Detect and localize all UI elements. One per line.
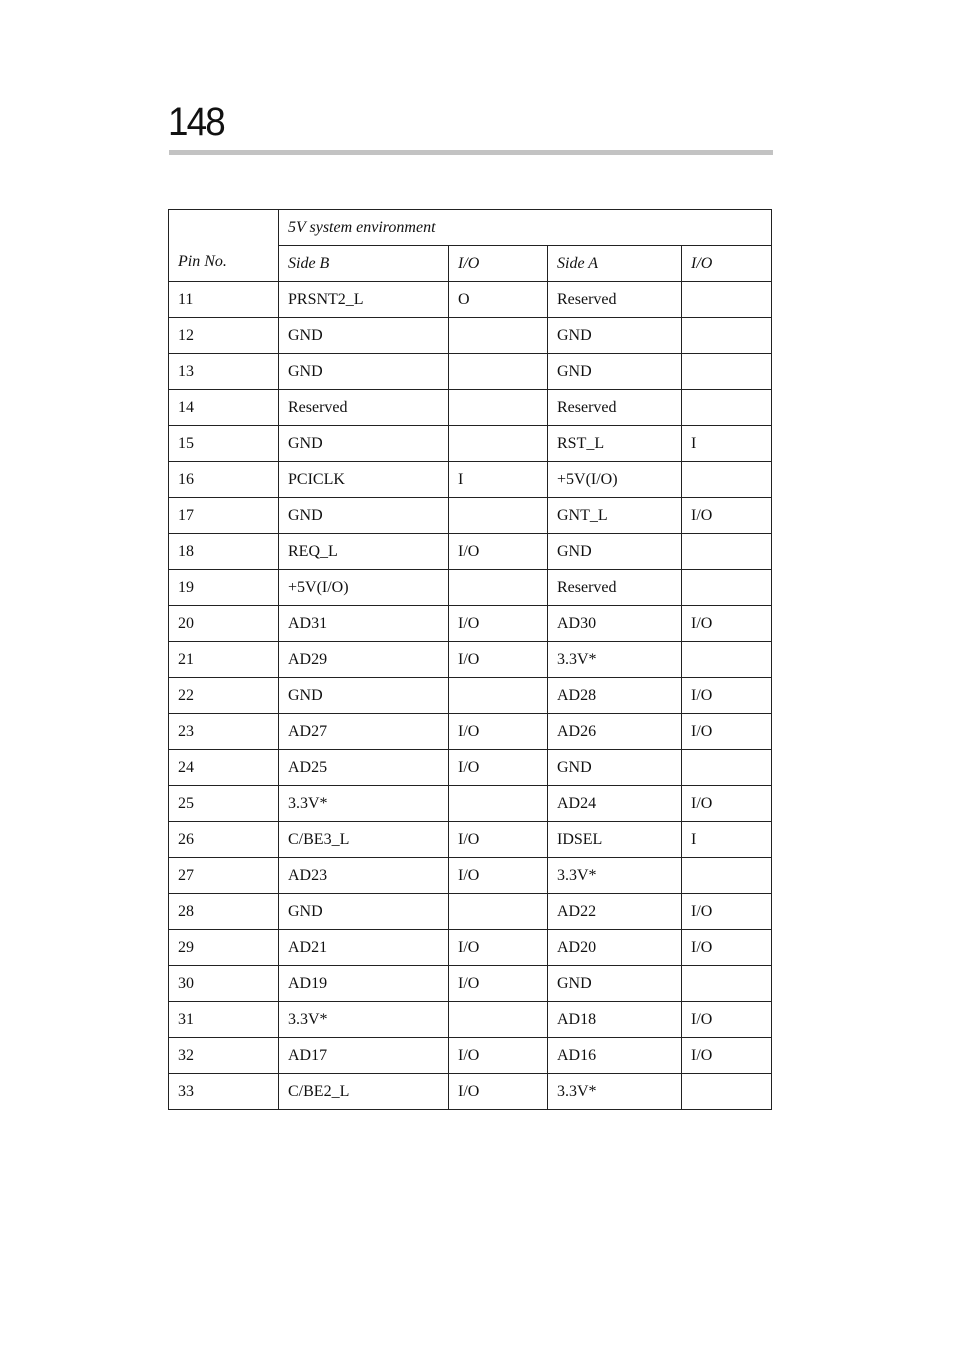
side-b-signal-cell: GND <box>279 894 449 930</box>
page-number: 148 <box>168 100 224 144</box>
pin-number-cell: 27 <box>169 858 279 894</box>
table-row <box>169 498 772 534</box>
side-b-signal-cell: PRSNT2_L <box>279 282 449 318</box>
side-a-io-cell: I/O <box>682 786 772 822</box>
side-a-io-header: I/O <box>682 246 772 282</box>
side-b-signal-cell: AD21 <box>279 930 449 966</box>
side-b-signal-cell: GND <box>279 318 449 354</box>
table-row <box>169 714 772 750</box>
pin-number-cell: 16 <box>169 462 279 498</box>
side-b-signal-cell: GND <box>279 498 449 534</box>
table-row <box>169 318 772 354</box>
side-b-io-cell <box>449 426 548 462</box>
side-b-signal-cell: AD31 <box>279 606 449 642</box>
side-a-signal-cell: GND <box>548 354 682 390</box>
side-a-io-cell: I/O <box>682 714 772 750</box>
pin-number-cell: 25 <box>169 786 279 822</box>
side-a-io-cell <box>682 534 772 570</box>
table-row <box>169 606 772 642</box>
pin-number-cell: 23 <box>169 714 279 750</box>
side-b-io-cell <box>449 786 548 822</box>
side-b-io-cell: I/O <box>449 714 548 750</box>
pin-number-cell: 15 <box>169 426 279 462</box>
side-a-signal-cell: AD20 <box>548 930 682 966</box>
side-a-header: Side A <box>548 246 682 282</box>
side-b-io-cell: I/O <box>449 642 548 678</box>
side-a-signal-cell: 3.3V* <box>548 642 682 678</box>
side-a-io-cell: I/O <box>682 1038 772 1074</box>
side-b-signal-cell: Reserved <box>279 390 449 426</box>
side-b-header: Side B <box>279 246 449 282</box>
pin-number-cell: 30 <box>169 966 279 1002</box>
side-a-io-cell <box>682 282 772 318</box>
side-a-io-cell <box>682 354 772 390</box>
side-a-io-cell <box>682 642 772 678</box>
side-a-signal-cell: AD26 <box>548 714 682 750</box>
side-b-signal-cell: AD27 <box>279 714 449 750</box>
side-b-io-cell <box>449 570 548 606</box>
pin-number-cell: 24 <box>169 750 279 786</box>
table-row <box>169 1002 772 1038</box>
side-a-io-cell: I <box>682 426 772 462</box>
table-row <box>169 462 772 498</box>
table-row <box>169 966 772 1002</box>
side-a-signal-cell: AD24 <box>548 786 682 822</box>
side-b-signal-cell: AD29 <box>279 642 449 678</box>
side-a-signal-cell: Reserved <box>548 282 682 318</box>
side-b-signal-cell: +5V(I/O) <box>279 570 449 606</box>
side-a-io-cell: I/O <box>682 1002 772 1038</box>
table-row <box>169 822 772 858</box>
side-b-io-cell: I/O <box>449 750 548 786</box>
pin-number-cell: 11 <box>169 282 279 318</box>
side-a-signal-cell: AD22 <box>548 894 682 930</box>
side-b-io-cell: I/O <box>449 1038 548 1074</box>
side-b-signal-cell: REQ_L <box>279 534 449 570</box>
side-b-signal-cell: GND <box>279 354 449 390</box>
side-a-io-cell: I/O <box>682 678 772 714</box>
side-a-io-cell <box>682 318 772 354</box>
side-a-signal-cell: GND <box>548 318 682 354</box>
table-row <box>169 750 772 786</box>
side-b-io-cell: I <box>449 462 548 498</box>
pin-number-cell: 28 <box>169 894 279 930</box>
side-b-io-cell: I/O <box>449 858 548 894</box>
table-row <box>169 390 772 426</box>
side-a-io-cell: I/O <box>682 930 772 966</box>
header-rule <box>169 150 773 155</box>
side-a-signal-cell: +5V(I/O) <box>548 462 682 498</box>
side-b-signal-cell: 3.3V* <box>279 1002 449 1038</box>
table-body <box>169 282 772 1110</box>
side-a-io-cell <box>682 750 772 786</box>
side-b-io-cell <box>449 390 548 426</box>
pin-number-cell: 19 <box>169 570 279 606</box>
side-a-signal-cell: 3.3V* <box>548 858 682 894</box>
table-row <box>169 534 772 570</box>
side-b-signal-cell: GND <box>279 426 449 462</box>
side-b-io-cell <box>449 498 548 534</box>
side-a-io-cell: I/O <box>682 606 772 642</box>
side-a-io-cell <box>682 570 772 606</box>
side-a-signal-cell: GND <box>548 966 682 1002</box>
side-a-signal-cell: AD18 <box>548 1002 682 1038</box>
side-b-io-cell <box>449 678 548 714</box>
pin-number-cell: 21 <box>169 642 279 678</box>
side-b-signal-cell: PCICLK <box>279 462 449 498</box>
side-a-signal-cell: Reserved <box>548 570 682 606</box>
table-row <box>169 426 772 462</box>
side-b-io-cell: I/O <box>449 822 548 858</box>
pin-number-cell: 13 <box>169 354 279 390</box>
side-a-signal-cell: 3.3V* <box>548 1074 682 1110</box>
side-a-io-cell <box>682 462 772 498</box>
environment-header: 5V system environment <box>279 210 772 246</box>
pin-number-cell: 31 <box>169 1002 279 1038</box>
side-b-signal-cell: AD17 <box>279 1038 449 1074</box>
side-a-signal-cell: GNT_L <box>548 498 682 534</box>
side-a-signal-cell: AD28 <box>548 678 682 714</box>
pin-number-cell: 18 <box>169 534 279 570</box>
side-a-io-cell: I <box>682 822 772 858</box>
side-b-signal-cell: AD23 <box>279 858 449 894</box>
side-b-io-cell: O <box>449 282 548 318</box>
pin-number-cell: 33 <box>169 1074 279 1110</box>
table-row <box>169 786 772 822</box>
side-a-io-cell <box>682 858 772 894</box>
table-row <box>169 282 772 318</box>
side-b-signal-cell: C/BE3_L <box>279 822 449 858</box>
side-a-io-cell: I/O <box>682 894 772 930</box>
side-b-io-cell <box>449 894 548 930</box>
table-row <box>169 354 772 390</box>
side-a-signal-cell: IDSEL <box>548 822 682 858</box>
table-header-row <box>169 210 772 246</box>
side-a-signal-cell: GND <box>548 750 682 786</box>
pin-number-cell: 32 <box>169 1038 279 1074</box>
side-b-io-cell: I/O <box>449 606 548 642</box>
side-b-signal-cell: AD25 <box>279 750 449 786</box>
pin-number-header: Pin No. <box>169 210 279 282</box>
table-row <box>169 1074 772 1110</box>
side-a-io-cell <box>682 390 772 426</box>
side-a-signal-cell: Reserved <box>548 390 682 426</box>
pin-number-cell: 20 <box>169 606 279 642</box>
side-b-io-cell <box>449 354 548 390</box>
pin-number-cell: 12 <box>169 318 279 354</box>
side-a-signal-cell: RST_L <box>548 426 682 462</box>
side-b-signal-cell: C/BE2_L <box>279 1074 449 1110</box>
table-row <box>169 930 772 966</box>
table-row <box>169 678 772 714</box>
pin-number-cell: 26 <box>169 822 279 858</box>
pin-number-cell: 17 <box>169 498 279 534</box>
table-row <box>169 894 772 930</box>
side-b-io-cell: I/O <box>449 966 548 1002</box>
table-row <box>169 570 772 606</box>
table-row <box>169 642 772 678</box>
side-a-signal-cell: AD16 <box>548 1038 682 1074</box>
side-b-signal-cell: AD19 <box>279 966 449 1002</box>
side-a-io-cell <box>682 966 772 1002</box>
pin-number-cell: 29 <box>169 930 279 966</box>
pin-assignment-table <box>168 209 772 1110</box>
side-b-io-header: I/O <box>449 246 548 282</box>
side-a-signal-cell: AD30 <box>548 606 682 642</box>
table-row <box>169 1038 772 1074</box>
side-a-io-cell <box>682 1074 772 1110</box>
pin-number-cell: 14 <box>169 390 279 426</box>
side-b-io-cell <box>449 1002 548 1038</box>
side-b-signal-cell: 3.3V* <box>279 786 449 822</box>
side-b-io-cell: I/O <box>449 1074 548 1110</box>
side-b-signal-cell: GND <box>279 678 449 714</box>
side-a-signal-cell: GND <box>548 534 682 570</box>
side-b-io-cell: I/O <box>449 930 548 966</box>
table-row <box>169 858 772 894</box>
side-b-io-cell: I/O <box>449 534 548 570</box>
side-b-io-cell <box>449 318 548 354</box>
pin-number-cell: 22 <box>169 678 279 714</box>
side-a-io-cell: I/O <box>682 498 772 534</box>
